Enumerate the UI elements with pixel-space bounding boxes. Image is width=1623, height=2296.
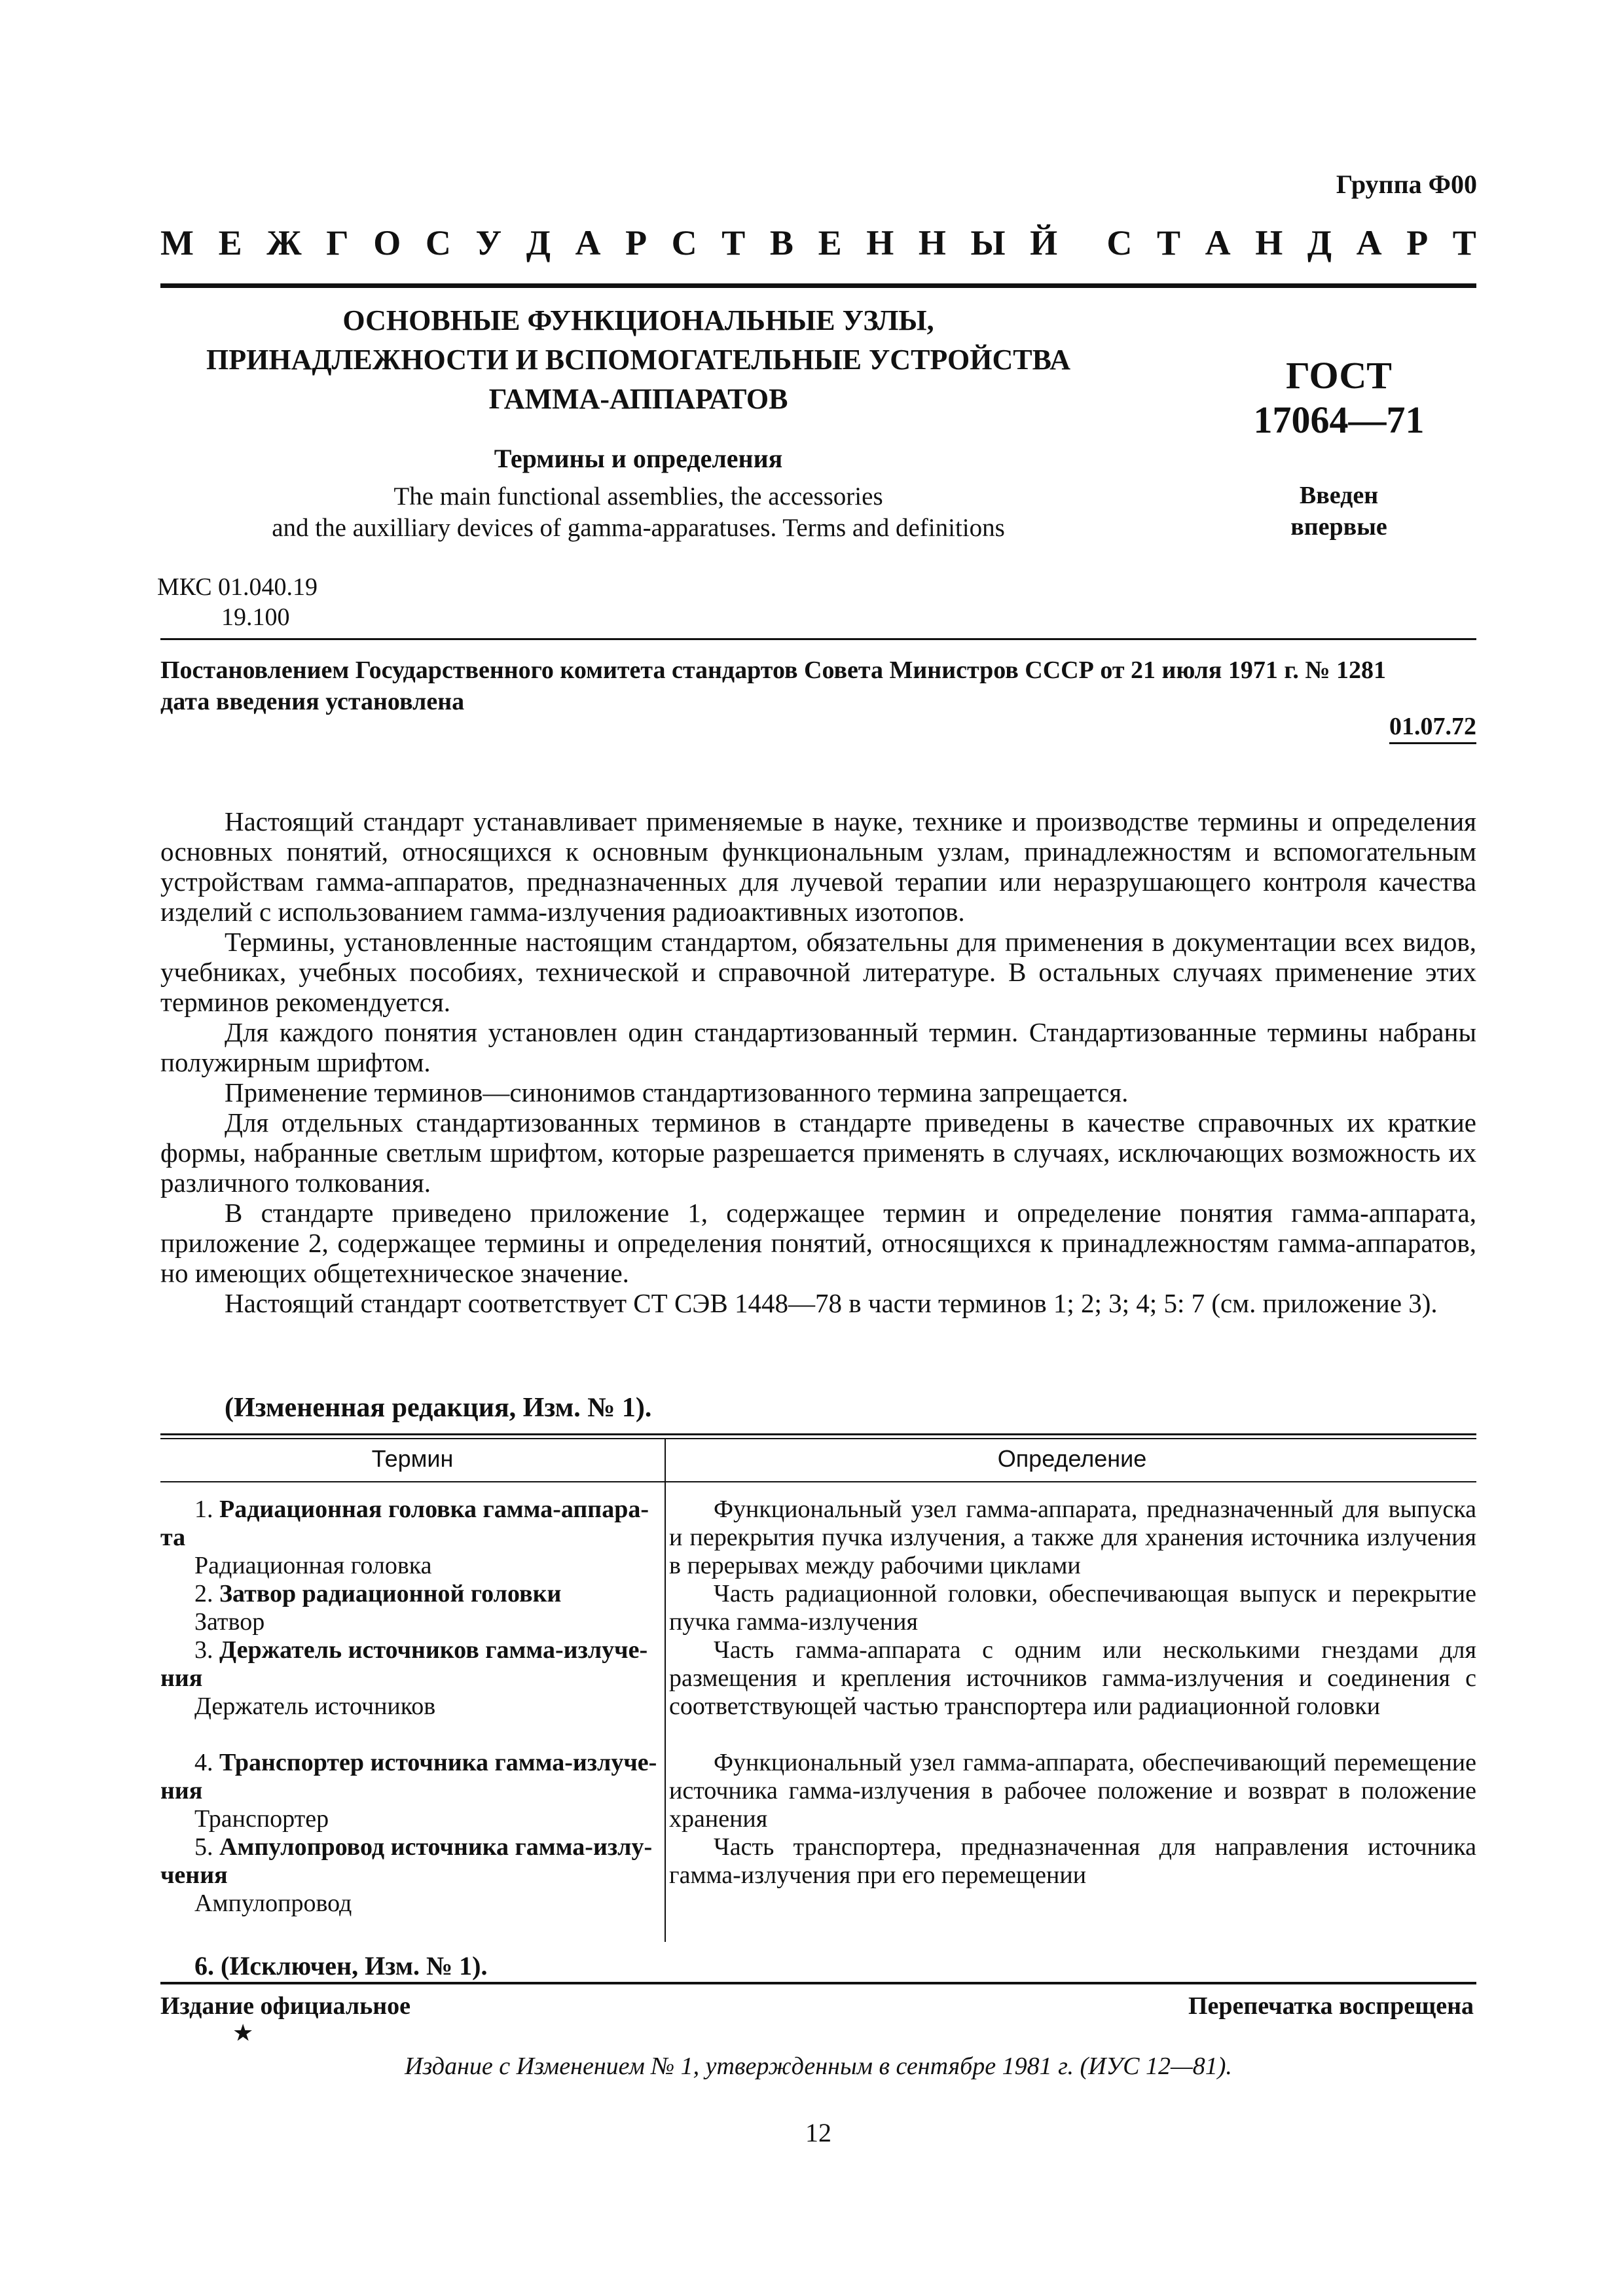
reprint-prohibited-label: Перепечатка воспрещена [1188, 1992, 1474, 2020]
heading-letter: Г [326, 223, 349, 262]
table-row-term [160, 1636, 658, 1721]
mks-code-2: 19.100 [221, 603, 290, 631]
definition-text: Функциональный узел гамма-аппарата, предназначенный для выпуска и перекрытия пучка излучения, а также для хранения источника излучения в перерывах между рабочими циклами [669, 1496, 1476, 1579]
term-short-form: Держатель источников [194, 1693, 436, 1720]
page-number: 12 [805, 2118, 831, 2147]
paragraph: Настоящий стандарт устанавливает применяемые в науке, технике и производстве термины и определения основных понятий, относящихся к основным функциональным узлам, принадлежностям и вспомогательным устройствам гамма-аппаратов, предназначенных для лучевой терапии или неразрушающего контроля качества изделий с использованием гамма-излучения радиоактивных изотопов. [160, 806, 1476, 927]
term-short-form: Транспортер [194, 1805, 329, 1833]
definition-text: Часть радиационной головки, обеспечивающая выпуск и перекрытие пучка гамма-излучения [669, 1580, 1476, 1636]
table-row-term [160, 1749, 658, 1833]
heading-letter: Д [526, 223, 551, 262]
heading-letter: Н [918, 223, 946, 262]
heading-letter: Т [1452, 223, 1476, 262]
table-row-term [160, 1833, 658, 1918]
column-header-term: Термин [371, 1445, 454, 1472]
heading-letter: Е [818, 223, 842, 262]
table-top-rule-2 [160, 1438, 1476, 1439]
definition-text: Часть транспортера, предназначенная для направления источника гамма-излучения при его перемещении [669, 1833, 1476, 1889]
introduction-date: 01.07.72 [1389, 712, 1476, 744]
term-number: 2. [194, 1580, 213, 1607]
document-subtitle: Термины и определения [494, 444, 783, 473]
paragraph: Настоящий стандарт соответствует СТ СЭВ 1448—78 в части терминов 1; 2; 3; 4; 5: 7 (см. приложение 3). [225, 1288, 1438, 1318]
title-line-2: ПРИНАДЛЕЖНОСТИ И ВСПОМОГАТЕЛЬНЫЕ УСТРОЙСТВА [206, 344, 1070, 376]
introduced-line-2: впервые [1290, 513, 1387, 541]
heading-letter: А [1205, 223, 1231, 262]
term-short-form: Ампулопровод [194, 1890, 352, 1917]
heading-letter: Е [218, 223, 242, 262]
heading-letter: Д [1307, 223, 1332, 262]
term-name: Транспортер источника гамма-излуче- [219, 1749, 657, 1776]
column-header-definition: Определение [997, 1445, 1147, 1472]
decree-rule [160, 638, 1476, 640]
table-top-rule [160, 1433, 1476, 1435]
group-label: Группа Ф00 [1336, 170, 1477, 199]
heading-letter: А [1356, 223, 1382, 262]
term-short-form: Затвор [194, 1608, 265, 1636]
term-name-cont: ния [160, 1664, 203, 1692]
heading-letter: Н [1255, 223, 1283, 262]
heading-letter: Й [1030, 223, 1058, 262]
english-title-line-1: The main functional assemblies, the accessories [393, 482, 883, 511]
table-row-definition [669, 1749, 1476, 1833]
amendment-note: (Измененная редакция, Изм. № 1). [225, 1393, 652, 1423]
heading-letter: В [769, 223, 793, 262]
mks-code: МКС 01.040.19 [157, 573, 318, 601]
heading-letter: Т [1156, 223, 1180, 262]
heading-letter: Ы [970, 223, 1006, 262]
definition-text: Функциональный узел гамма-аппарата, обеспечивающий перемещение источника гамма-излучения в рабочее положение и возврат в положение хранения [669, 1749, 1476, 1833]
heading-letter: С [425, 223, 451, 262]
term-short-form: Радиационная головка [194, 1552, 432, 1579]
english-title [160, 481, 1116, 544]
heading-letter: М [160, 223, 194, 262]
heading-letter: А [575, 223, 601, 262]
heading-letter: Н [866, 223, 894, 262]
header-rule [160, 283, 1476, 288]
heading-letter: Ж [266, 223, 302, 262]
decree-line-2: дата введения установлена [160, 688, 465, 715]
table-row-term [160, 1496, 658, 1580]
gost-label: ГОСТ [1286, 354, 1392, 397]
title-line-3: ГАММА-АППАРАТОВ [488, 383, 788, 415]
heading-letter: Р [625, 223, 647, 262]
term-name: Держатель источников гамма-излуче- [219, 1636, 648, 1664]
heading-letter: Р [1406, 223, 1429, 262]
table-row-definition [669, 1580, 1476, 1636]
heading-letter: С [1106, 223, 1133, 262]
edition-note: Издание с Изменением № 1, утвержденным в сентябре 1981 г. (ИУС 12—81). [405, 2053, 1232, 2080]
interstate-standard-heading [160, 223, 1476, 263]
term-name-cont: ния [160, 1777, 203, 1804]
table-row-definition [669, 1496, 1476, 1580]
term-name: Ампулопровод источника гамма-излу- [219, 1833, 653, 1861]
introduced-note [1241, 480, 1437, 543]
definition-text: Часть гамма-аппарата с одним или несколькими гнездами для размещения и крепления источников гамма-излучения и соединения с соответствующей частью транспортера или радиационной головки [669, 1636, 1476, 1720]
footer-rule [160, 1982, 1476, 1984]
term-number: 1. [194, 1496, 213, 1523]
title-line-1: ОСНОВНЫЕ ФУНКЦИОНАЛЬНЫЕ УЗЛЫ, [342, 304, 934, 336]
term-name: Затвор радиационной головки [219, 1580, 562, 1607]
paragraph: Термины, установленные настоящим стандартом, обязательны для применения в документации всех видов, учебниках, учебных пособиях, технической и справочной литературе. В остальных случаях применение этих терминов рекомендуется. [160, 927, 1476, 1017]
decree-text [160, 655, 1476, 717]
heading-letter: Т [721, 223, 746, 262]
introduced-line-1: Введен [1299, 482, 1379, 509]
star-icon: ★ [232, 2020, 254, 2046]
table-row-definition [669, 1636, 1476, 1721]
heading-letter: С [671, 223, 697, 262]
paragraph: В стандарте приведено приложение 1, содержащее термин и определение понятия гамма-аппарата, приложение 2, содержащее термины и определения понятий, относящихся к принадлежностям гамма-аппаратов, но имеющих общетехническое значение. [160, 1198, 1476, 1288]
gost-code: 17064—71 [1253, 399, 1425, 441]
table-row-term [160, 1580, 658, 1636]
table-column-divider [665, 1438, 666, 1942]
body-text [160, 806, 1476, 1318]
term-number: 4. [194, 1749, 213, 1776]
table-row-definition [669, 1833, 1476, 1890]
heading-letter: У [475, 223, 502, 262]
excluded-term-note: 6. (Исключен, Изм. № 1). [194, 1951, 488, 1981]
term-number: 5. [194, 1833, 213, 1861]
paragraph: Для каждого понятия установлен один стандартизованный термин. Стандартизованные термины набраны полужирным шрифтом. [160, 1017, 1476, 1077]
term-name-cont: та [160, 1524, 186, 1551]
decree-line-1: Постановлением Государственного комитета стандартов Совета Министров СССР от 21 июля 1971 г. № 1281 [160, 656, 1387, 684]
paragraph: Для отдельных стандартизованных терминов в стандарте приведены в качестве справочных их краткие формы, набранные светлым шрифтом, которые разрешается применять в случаях, исключающих возможность их различного толкования. [160, 1107, 1476, 1198]
term-name: Радиационная головка гамма-аппара- [219, 1496, 649, 1523]
term-number: 3. [194, 1636, 213, 1664]
official-edition-label: Издание официальное [160, 1992, 411, 2020]
paragraph: Применение терминов—синонимов стандартизованного термина запрещается. [225, 1077, 1129, 1107]
table-header-rule [160, 1481, 1476, 1482]
gost-number [1241, 353, 1437, 442]
document-title [160, 301, 1116, 419]
english-title-line-2: and the auxilliary devices of gamma-apparatuses. Terms and definitions [272, 514, 1005, 542]
term-name-cont: чения [160, 1861, 228, 1889]
heading-letter: О [373, 223, 401, 262]
